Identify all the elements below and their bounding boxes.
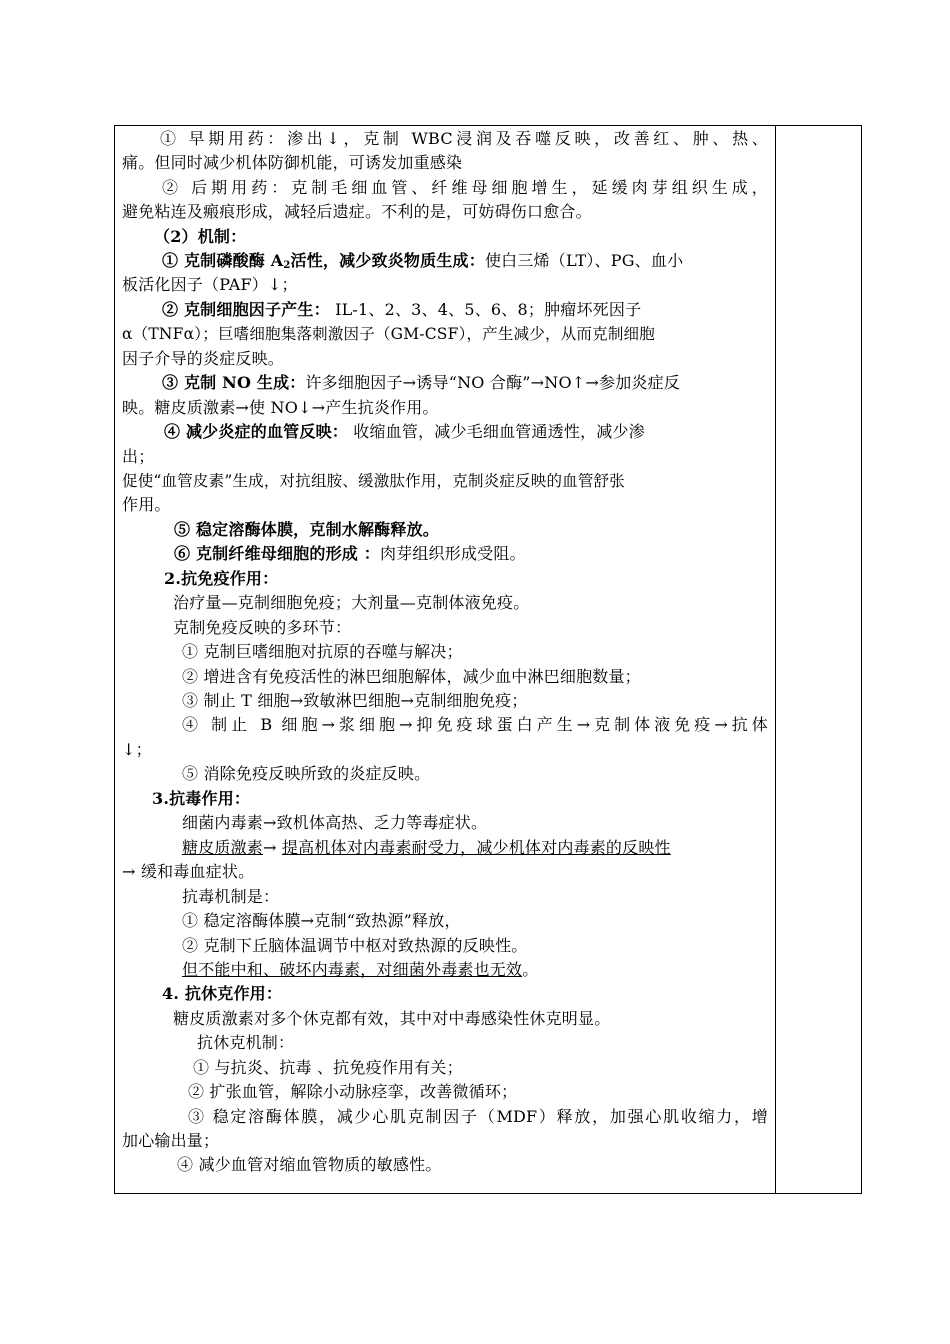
bold-run: ① 克制磷酸酶 A [162,251,284,270]
text-line: ① 与抗炎、抗毒 、抗免疫作用有关； [193,1058,463,1077]
bold-run: ② 克制细胞因子产生： [162,300,330,319]
text-run: 使白三烯（LT）、PG、血小 [484,251,684,270]
text-line: → 缓和毒血症状。 [122,862,255,881]
text-line: 出； [122,447,155,466]
text-run: → [263,838,282,857]
text-line: ② 后期用药：克制毛细血管、纤维母细胞增生，延缓肉芽组织生成， [162,178,768,197]
text-line: ⑤ 消除免疫反映所致的炎症反映。 [182,764,431,783]
text-line: ② 扩张血管，解除小动脉痉挛，改善微循环； [188,1082,518,1101]
text-line: α（TNFα）；巨嗜细胞集落刺激因子（GM-CSF），产生减少，从而克制细胞 [122,325,655,343]
text-line: ④ 制止 B 细胞→浆细胞→抑免疫球蛋白产生→克制体液免疫→抗体 [182,715,768,734]
text-line: 因子介导的炎症反映。 [122,349,285,368]
text-line [174,542,526,566]
section-heading: （2）机制： [154,227,247,246]
section-heading: 3.抗毒作用： [152,789,251,808]
text-line: ① 稳定溶酶体膜→克制“致热源”释放， [182,911,461,930]
text-line: ② 增进含有免疫活性的淋巴细胞解体，减少血中淋巴细胞数量； [182,667,641,686]
text-line [164,420,645,444]
text-line: ⑤ 稳定溶酶体膜，克制水解酶释放。 [174,520,439,539]
underlined-run: 但不能中和、破坏内毒素，对细菌外毒素也无效 [182,960,523,979]
section-heading: 2.抗免疫作用： [164,569,279,588]
text-run: 。 [522,960,539,979]
text-line: ① 克制巨嗜细胞对抗原的吞噬与解决； [182,642,463,661]
text-line [182,958,538,982]
section-heading: 4. 抗休克作用： [162,984,283,1003]
text-line [182,836,671,860]
text-line: ③ 稳定溶酶体膜，减少心肌克制因子（MDF）释放，加强心肌收缩力，增 [188,1107,768,1126]
text-line: ↓； [122,740,152,759]
text-run: 许多细胞因子→诱导“NO 合酶”→NO↑→参加炎症反 [305,373,680,392]
text-line: 板活化因子（PAF）↓； [122,275,298,294]
bold-run: ④ 减少炎症的血管反映： [164,422,348,441]
table-column-divider [775,125,776,1194]
text-line: ② 克制下丘脑体温调节中枢对致热源的反映性。 [182,936,528,955]
text-line: 映。糖皮质激素→使 NO↓→产生抗炎作用。 [122,398,439,417]
text-line: 糖皮质激素对多个休克都有效，其中对中毒感染性休克明显。 [173,1009,611,1028]
bold-run: 活性，减少致炎物质生成： [290,251,485,270]
underlined-run: 糖皮质激素 [182,838,264,857]
text-run: IL-1、2、3、4、5、6、8；肿瘤坏死因子 [329,300,642,319]
text-line: ④ 减少血管对缩血管物质的敏感性。 [177,1155,442,1174]
text-line: 痛。但同时减少机体防御机能，可诱发加重感染 [122,153,463,172]
subscript: 2 [283,260,291,271]
text-line: 加心输出量； [122,1131,220,1150]
text-line: 治疗量—克制细胞免疫；大剂量—克制体液免疫。 [173,593,530,612]
text-line: ① 早期用药：渗出↓，克制 WBC浸润及吞噬反映，改善红、肿、热、 [160,129,768,148]
text-line: 抗毒机制是： [182,887,280,906]
text-line [162,249,683,273]
underlined-run: 提高机体对内毒素耐受力，减少机体对内毒素的反映性 [281,838,671,857]
text-line: 避免粘连及瘢痕形成，减轻后遗症。不利的是，可妨碍伤口愈合。 [122,202,592,221]
text-line [162,298,641,322]
text-line: 抗休克机制： [197,1033,295,1052]
text-line: ③ 制止 T 细胞→致敏淋巴细胞→克制细胞免疫； [182,691,528,710]
text-line: 作用。 [122,495,171,514]
text-run: 肉芽组织形成受阻。 [379,544,526,563]
bold-run: ⑥ 克制纤维母细胞的形成 ： [174,544,380,563]
text-run: 收缩血管，减少毛细血管通透性，减少渗 [347,422,645,441]
text-line: 促使“血管皮素”生成，对抗组胺、缓激肽作用，克制炎症反映的血管舒张 [122,472,625,490]
text-line: 细菌内毒素→致机体高热、乏力等毒症状。 [182,813,488,832]
bold-run: ③ 克制 NO 生成： [162,373,306,392]
text-line: 克制免疫反映的多环节： [173,618,352,637]
text-line [162,371,680,395]
